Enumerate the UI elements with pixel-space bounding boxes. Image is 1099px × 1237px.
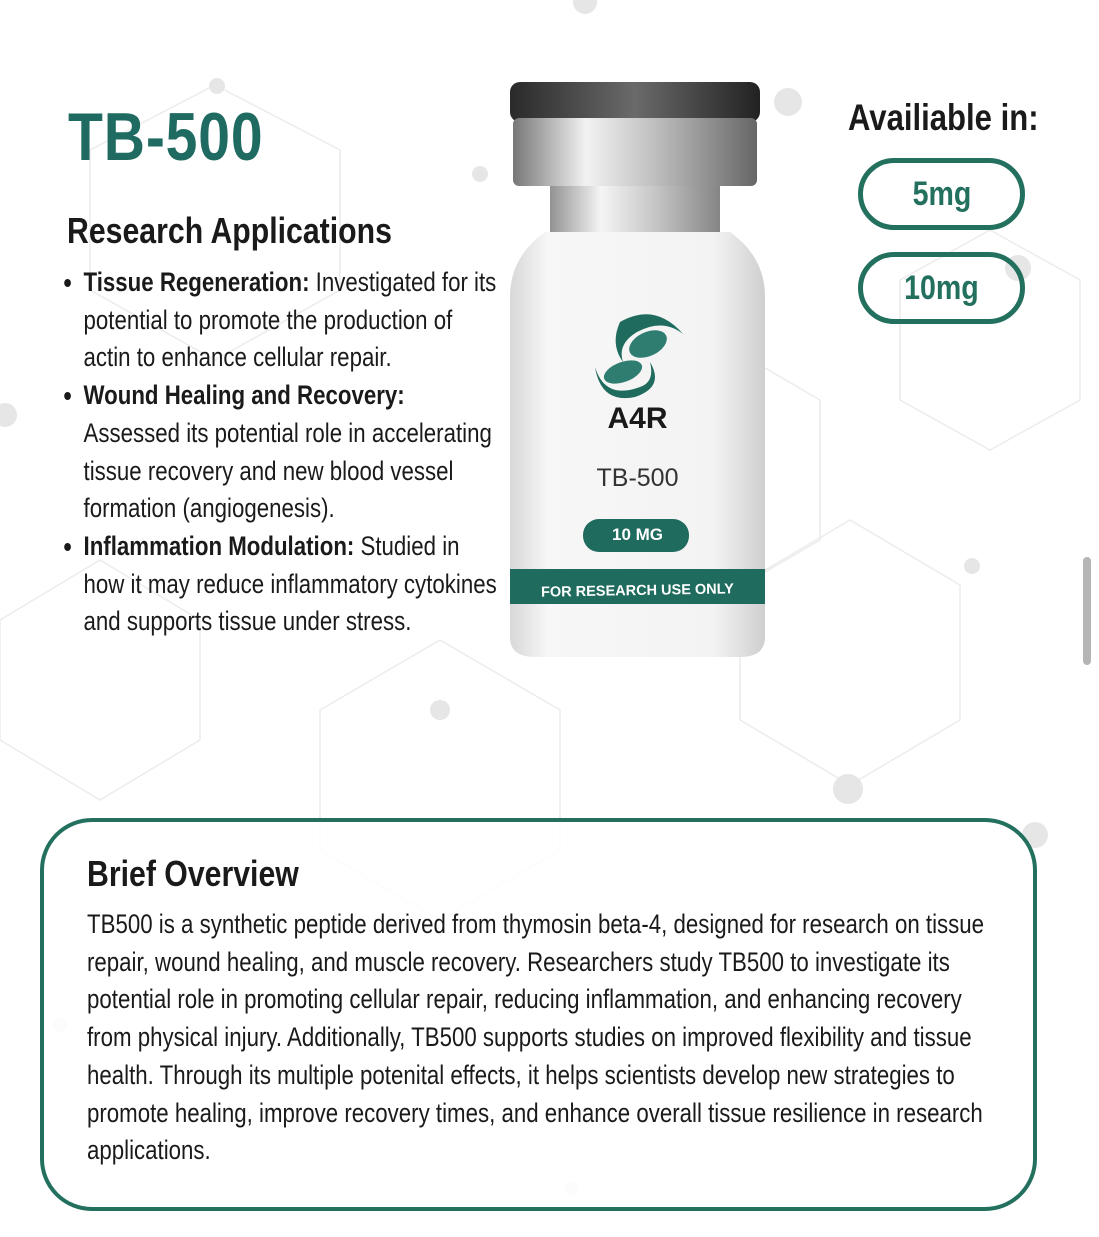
- vial-dose: 10 MG: [611, 525, 664, 544]
- product-vial-image: [505, 82, 770, 662]
- option-5mg-button[interactable]: 5mg: [858, 158, 1025, 230]
- overview-text: TB500 is a synthetic peptide derived from thymosin beta-4, designed for research on tissue repair, wound healing, and muscle recovery. Researchers study TB500 to investigate its potential role in promoting cellular repair, reducing inflammation, and enhancing recovery from physical injury. Additionally, TB500 supports studies on improved flexibility and tissue health. Through its multiple potenital effects, it helps scientists develop new strategies to promote healing, improve recovery times, and enhance overall tissue resilience in research applications.: [87, 909, 985, 1166]
- option-10mg-button[interactable]: 10mg: [858, 252, 1025, 324]
- research-heading: Research Applications: [67, 210, 392, 251]
- vial-research-band: FOR RESEARCH USE ONLY: [540, 581, 735, 601]
- research-list: [60, 264, 504, 641]
- availability-heading: Availiable in:: [848, 97, 1039, 138]
- overview-heading: Brief Overview: [87, 853, 299, 894]
- list-item: • Wound Healing and Recovery: Assessed its potential role in accelerating tissue recovery and new blood vessel formation (angiogenesis).: [84, 377, 504, 528]
- vial-brand: A4R: [607, 402, 668, 435]
- list-item: • Tissue Regeneration: Investigated for its potential to promote the production of actin to enhance cellular repair.: [84, 264, 504, 377]
- vial-product-name: TB-500: [596, 464, 679, 492]
- scrollbar-thumb[interactable]: [1083, 557, 1091, 665]
- product-title: TB-500: [68, 99, 264, 175]
- list-item: • Inflammation Modulation: Studied in how it may reduce inflammatory cytokines and supports tissue under stress.: [84, 528, 504, 641]
